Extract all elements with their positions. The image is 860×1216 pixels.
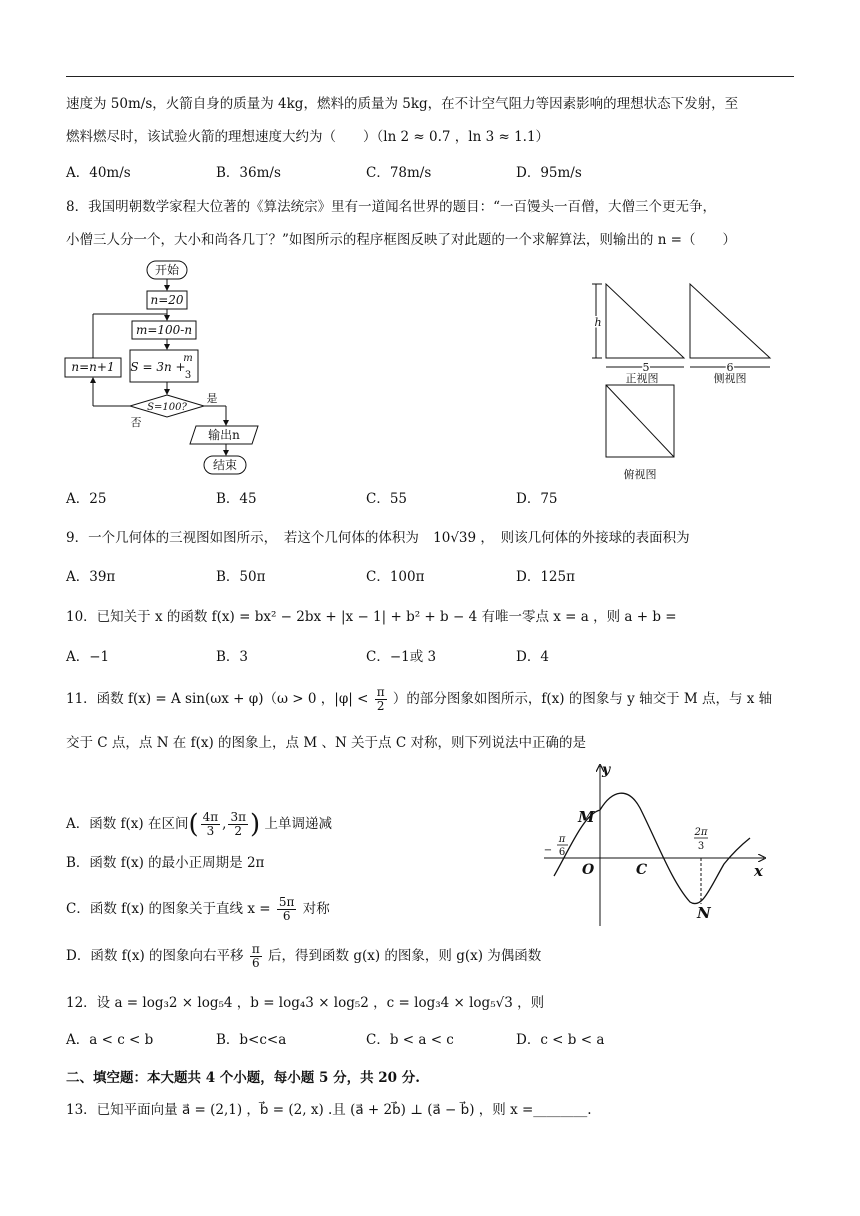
- q11-optD-b: 后，得到函数 g(x) 的图象，则 g(x) 为偶函数: [268, 948, 542, 964]
- q8-option-b[interactable]: B．45: [216, 491, 257, 507]
- q11-optA-f1d: 3: [206, 824, 215, 838]
- q12-option-a[interactable]: A．a < c < b: [66, 1032, 154, 1048]
- q7-option-b[interactable]: B．36m/s: [216, 165, 281, 181]
- q11-option-b[interactable]: B．函数 f(x) 的最小正周期是 2π: [66, 855, 265, 871]
- q12-text: 12．设 a = log₃2 × log₅4 ，b = log₄3 × log₅2 ，c = log₃4 × log₅√3 ，则: [66, 995, 545, 1011]
- flow-condition-text: S=100?: [147, 402, 187, 413]
- left-tick-den: 6: [558, 847, 566, 858]
- left-tick-num: π: [558, 834, 566, 845]
- q11-optA-f2n: 3π: [230, 810, 246, 824]
- graph-c-label: C: [636, 862, 648, 878]
- flow-assign-text: m=100-n: [135, 323, 193, 337]
- graph-y-label: y: [602, 762, 611, 778]
- q12-option-b[interactable]: B．b<c<a: [216, 1032, 287, 1048]
- flow-increment-text: n=n+1: [71, 360, 115, 374]
- q10-option-c[interactable]: C．−1或 3: [366, 649, 437, 665]
- q11-phi-num: π: [376, 685, 385, 699]
- side-view-label: 侧视图: [713, 372, 747, 385]
- q9-option-a[interactable]: A．39π: [66, 569, 116, 585]
- q11-optA-frac2: [228, 811, 248, 838]
- q8-line1: 8．我国明朝数学家程大位著的《算法统宗》里有一道闻名世界的题目：“一百馒头一百僧，大僧三个更无争，: [66, 199, 716, 215]
- graph-m-label: M: [578, 808, 595, 826]
- q11-optA-b: 上单调递减: [264, 816, 332, 832]
- flow-yes-label: 是: [206, 392, 218, 405]
- q13-text: 13．已知平面向量 a⃗ = (2,1) ，b⃗ = (2, x) .且 (a⃗ + 2b⃗) ⊥ (a⃗ − b⃗) ，则 x =________.: [66, 1102, 592, 1118]
- q11-line1-b: ）的部分图象如图所示，f(x) 的图象与 y 轴交于 M 点，与 x 轴: [392, 691, 773, 707]
- graph-origin-label: O: [582, 862, 595, 878]
- flow-no-label: 否: [130, 416, 142, 429]
- q11-line1-a: 11．函数 f(x) = A sin(ωx + φ)（ω > 0 ，|φ| <: [66, 691, 369, 707]
- q11-optD-a: D．函数 f(x) 的图象向右平移: [66, 948, 244, 964]
- flow-init-text: n=20: [150, 293, 184, 307]
- q11-optA-paren-open: (: [188, 809, 199, 840]
- q9-option-d[interactable]: D．125π: [516, 569, 575, 585]
- q11-line1: [66, 684, 772, 714]
- flowchart: [60, 258, 280, 478]
- q11-optC-a: C．函数 f(x) 的图象关于直线 x =: [66, 901, 271, 917]
- side-width-label: 6: [726, 361, 734, 374]
- q11-optC-fd: 6: [282, 909, 291, 923]
- flow-start-text: 开始: [154, 263, 180, 277]
- q11-optC-b: 对称: [302, 901, 330, 917]
- section2-title: 二、填空题：本大题共 4 个小题，每小题 5 分，共 20 分.: [66, 1070, 420, 1086]
- q11-phi-den: 2: [376, 699, 385, 713]
- height-label: h: [594, 316, 602, 329]
- q9-option-c[interactable]: C．100π: [366, 569, 425, 585]
- q12-option-d[interactable]: D．c < b < a: [516, 1032, 605, 1048]
- q7-line2: 燃料燃尽时，该试验火箭的理想速度大约为（ ）（ln 2 ≈ 0.7 ，ln 3 ≈ 1.1）: [66, 129, 550, 145]
- q8-option-c[interactable]: C．55: [366, 491, 408, 507]
- graph-n-label: N: [697, 904, 711, 922]
- q7-option-a[interactable]: A．40m/s: [66, 165, 131, 181]
- q9-option-b[interactable]: B．50π: [216, 569, 266, 585]
- three-view-figure: [588, 278, 788, 483]
- q8-option-a[interactable]: A．25: [66, 491, 107, 507]
- q12-option-c[interactable]: C．b < a < c: [366, 1032, 454, 1048]
- side-view: [690, 284, 770, 358]
- q11-optD-fn: π: [251, 942, 260, 956]
- q11-optA-frac1: [201, 811, 221, 838]
- q11-phi-bound: [375, 686, 387, 713]
- q9-text-b: ， 则该几何体的外接球的表面积为: [480, 530, 690, 546]
- q7-line1: 速度为 50m/s，火箭自身的质量为 4kg，燃料的质量为 5kg，在不计空气阻力等因素影响的理想状态下发射，至: [66, 96, 739, 112]
- front-width-label: 5: [642, 361, 650, 374]
- q7-option-d[interactable]: D．95m/s: [516, 165, 582, 181]
- flow-output-text: 输出n: [208, 428, 240, 442]
- q11-option-a[interactable]: A．函数 f(x) 在区间( $\frac{4\pi}{3}$ , $\frac{3\pi}{2}$ ) 上单调递减: [66, 809, 332, 840]
- right-tick-den: 3: [697, 841, 705, 852]
- q11-optD-frac: [250, 943, 262, 970]
- q11-optA-f1n: 4π: [202, 810, 219, 824]
- q11-optA-f2d: 2: [234, 824, 243, 838]
- q8-line2: 小僧三人分一个，大小和尚各几丁？”如图所示的程序框图反映了对此题的一个求解算法，则输出的 n =（ ）: [66, 232, 736, 248]
- front-view-label: 正视图: [625, 372, 659, 385]
- flow-formula-num: m: [183, 353, 193, 364]
- header-rule: [66, 76, 794, 77]
- q11-optA-a: A．函数 f(x) 在区间: [66, 816, 189, 832]
- left-tick-sign: −: [543, 845, 553, 856]
- front-view: [606, 284, 684, 358]
- q7-option-c[interactable]: C．78m/s: [366, 165, 432, 181]
- right-tick-num: 2π: [694, 827, 708, 838]
- flow-end-text: 结束: [212, 458, 238, 472]
- q9-text: [66, 528, 690, 548]
- q8-option-d[interactable]: D．75: [516, 491, 558, 507]
- q10-option-a[interactable]: A．−1: [66, 649, 110, 665]
- q11-optC-frac: [277, 896, 297, 923]
- q9-text-a: 9．一个几何体的三视图如图所示， 若这个几何体的体积为: [66, 530, 419, 546]
- q11-optA-paren-close: ): [250, 809, 261, 840]
- top-view-label: 俯视图: [623, 468, 657, 481]
- q9-volume: 10√39: [433, 530, 477, 546]
- q11-optD-fd: 6: [251, 956, 260, 970]
- q10-text: 10．已知关于 x 的函数 f(x) = bx² − 2bx + |x − 1| + b² + b − 4 有唯一零点 x = a ，则 a + b =: [66, 609, 677, 625]
- graph-x-label: x: [754, 862, 763, 880]
- sine-graph: [540, 758, 780, 930]
- q10-option-b[interactable]: B．3: [216, 649, 249, 665]
- q11-option-d[interactable]: [66, 940, 541, 972]
- q11-line2: 交于 C 点，点 N 在 f(x) 的图象上，点 M 、N 关于点 C 对称，则下列说法中正确的是: [66, 735, 586, 751]
- flow-formula-den: 3: [184, 370, 192, 381]
- q10-option-d[interactable]: D．4: [516, 649, 549, 665]
- q11-option-c[interactable]: [66, 893, 330, 925]
- q11-optC-fn: 5π: [278, 895, 295, 909]
- flow-formula-text: S = 3n +: [130, 360, 186, 374]
